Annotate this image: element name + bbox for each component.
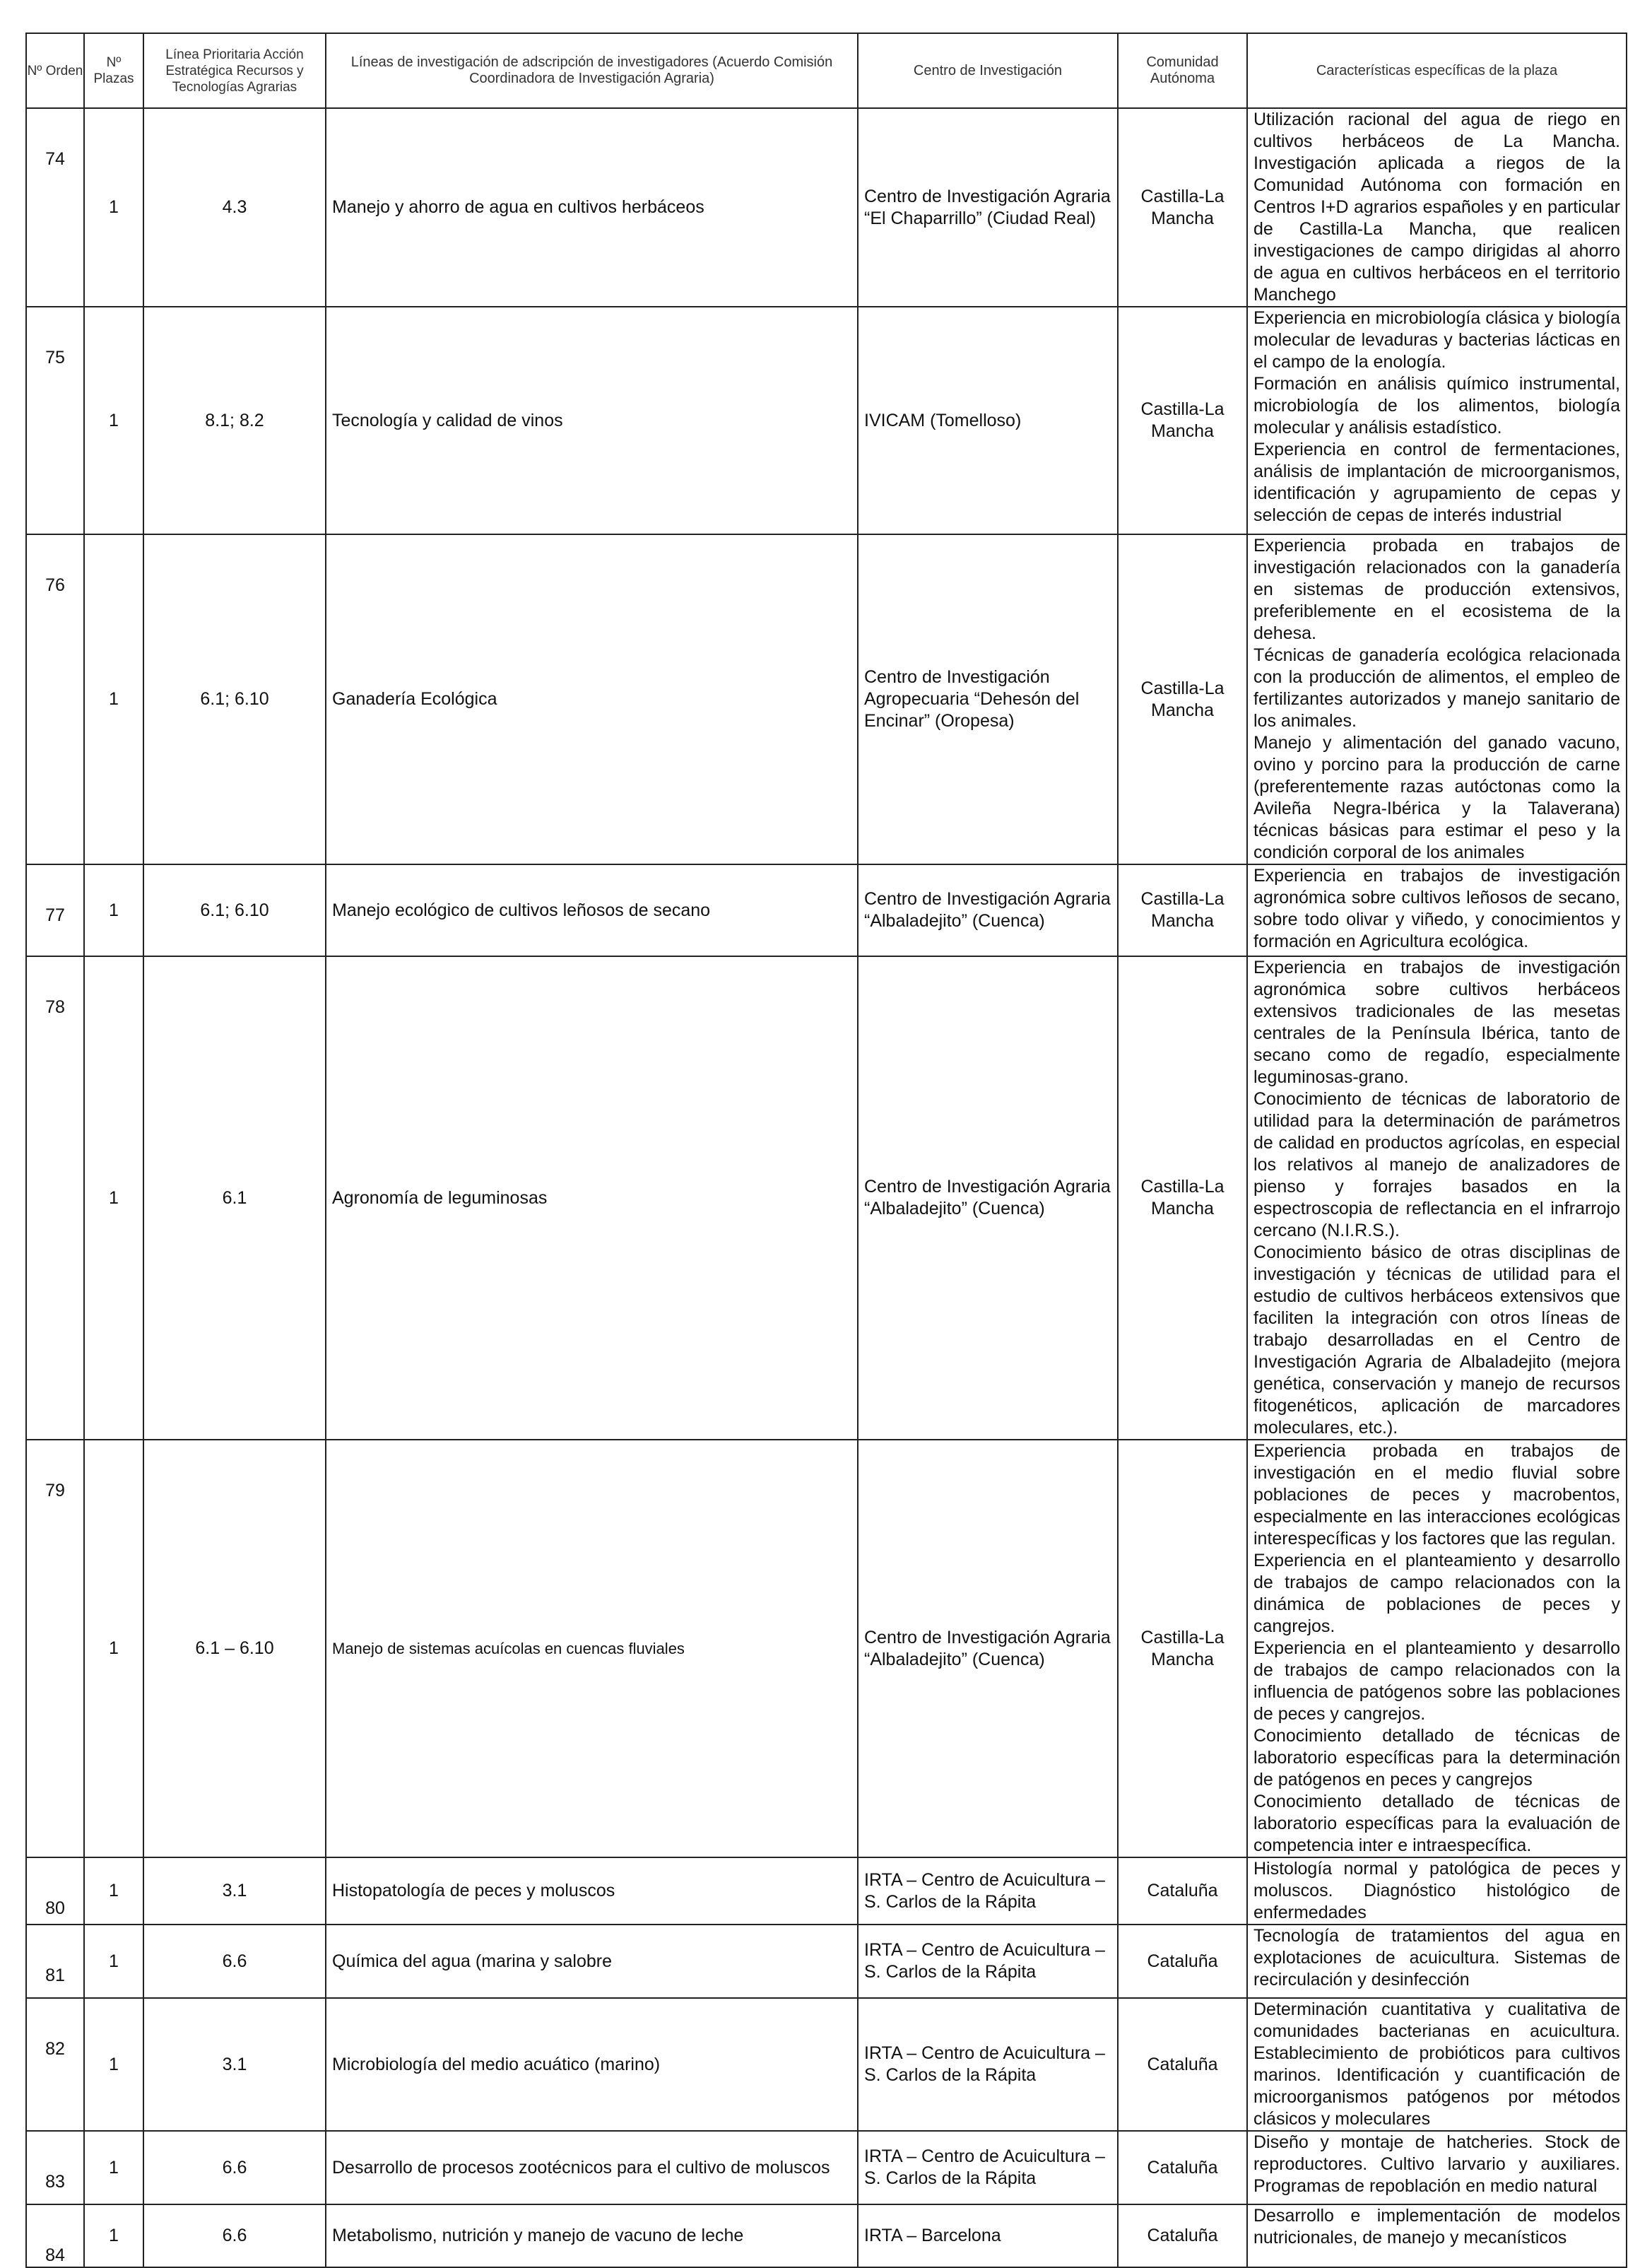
- row-comunidad: Castilla-La Mancha: [1118, 956, 1247, 1440]
- row-caracteristicas: [1247, 1440, 1627, 1857]
- row-plazas: 1: [84, 108, 143, 307]
- caracteristica-paragraph: Experiencia en trabajos de investigación agronómica sobre cultivos leñosos de secano, sobre todo olivar y viñedo, y conocimientos y formación en Agricultura ecológica.: [1253, 866, 1620, 951]
- row-linea: 3.1: [143, 1857, 326, 1925]
- row-caracteristicas: [1247, 2131, 1627, 2204]
- row-plazas: 1: [84, 1857, 143, 1925]
- row-centro: IRTA – Centro de Acuicultura – S. Carlos de la Rápita: [858, 1998, 1118, 2131]
- caracteristica-paragraph: Experiencia probada en trabajos de investigación en el medio fluvial sobre poblaciones de peces y macrobentos, especialmente en las interacciones ecológicas interespecíficas y los factores que las regulan.: [1253, 1441, 1620, 1549]
- row-linea-investigacion: Ganadería Ecológica: [326, 534, 858, 864]
- row-comunidad: Castilla-La Mancha: [1118, 864, 1247, 956]
- plazas-table: [25, 33, 1627, 2268]
- row-linea: 6.6: [143, 1925, 326, 1998]
- header-plazas: Nº Plazas: [84, 33, 143, 108]
- row-centro: IRTA – Centro de Acuicultura – S. Carlos de la Rápita: [858, 1925, 1118, 1998]
- caracteristica-paragraph: Experiencia probada en trabajos de investigación relacionados con la ganadería en sistemas de producción extensivos, preferiblemente en el ecosistema de la dehesa.: [1253, 536, 1620, 643]
- row-linea: 6.6: [143, 2131, 326, 2204]
- row-centro: Centro de Investigación Agraria “Albaladejito” (Cuenca): [858, 864, 1118, 956]
- row-orden: 74: [26, 108, 84, 307]
- caracteristica-paragraph: Conocimiento básico de otras disciplinas de investigación y técnicas de utilidad para el estudio de cultivos herbáceos extensivos que faciliten la integración con otros líneas de trabajo desarrolladas en el Centro de Investigación Agraria de Albaladejito (mejora genética, conservación y manejo de recursos fitogenéticos, aplicación de marcadores moleculares, etc.).: [1253, 1242, 1620, 1438]
- header-linea: Línea Prioritaria Acción Estratégica Recursos y Tecnologías Agrarias: [143, 33, 326, 108]
- row-plazas: 1: [84, 1440, 143, 1857]
- row-linea: 6.1; 6.10: [143, 864, 326, 956]
- caracteristica-paragraph: Formación en análisis químico instrumental, microbiología de los alimentos, biología molecular y análisis estadístico.: [1253, 374, 1620, 437]
- row-plazas: 1: [84, 956, 143, 1440]
- row-linea: 6.1 – 6.10: [143, 1440, 326, 1857]
- row-linea-investigacion: Manejo ecológico de cultivos leñosos de secano: [326, 864, 858, 956]
- row-orden: 75: [26, 307, 84, 534]
- row-orden: 82: [26, 1998, 84, 2131]
- header-caracteristicas: Características específicas de la plaza: [1247, 33, 1627, 108]
- caracteristica-paragraph: Experiencia en control de fermentaciones, análisis de implantación de microorganismos, identificación y agrupamiento de cepas y selección de cepas de interés industrial: [1253, 440, 1620, 525]
- row-comunidad: Cataluña: [1118, 1925, 1247, 1998]
- caracteristica-paragraph: Experiencia en el planteamiento y desarrollo de trabajos de campo relacionados con la dinámica de poblaciones de peces y cangrejos.: [1253, 1551, 1620, 1636]
- row-plazas: 1: [84, 2131, 143, 2204]
- caracteristica-paragraph: Diseño y montaje de hatcheries. Stock de reproductores. Cultivo larvario y auxiliares. Programas de repoblación en medio natural: [1253, 2132, 1620, 2196]
- header-lineas-investigacion: Líneas de investigación de adscripción de investigadores (Acuerdo Comisión Coordinadora de Investigación Agraria): [326, 33, 858, 108]
- row-comunidad: Castilla-La Mancha: [1118, 307, 1247, 534]
- row-plazas: 1: [84, 2204, 143, 2267]
- row-orden: 76: [26, 534, 84, 864]
- row-centro: Centro de Investigación Agropecuaria “Dehesón del Encinar” (Oropesa): [858, 534, 1118, 864]
- caracteristica-paragraph: Determinación cuantitativa y cualitativa de comunidades bacterianas en acuicultura. Establecimiento de probióticos para cultivos marinos. Identificación y cuantificación de microorganismos patógenos por métodos clásicos y moleculares: [1253, 1999, 1620, 2129]
- table-row: [26, 2131, 1627, 2204]
- table-row: [26, 1998, 1627, 2131]
- row-linea: 6.1: [143, 956, 326, 1440]
- row-caracteristicas: [1247, 956, 1627, 1440]
- row-comunidad: Castilla-La Mancha: [1118, 108, 1247, 307]
- header-orden: Nº Orden: [26, 33, 84, 108]
- row-centro: IRTA – Centro de Acuicultura – S. Carlos de la Rápita: [858, 2131, 1118, 2204]
- caracteristica-paragraph: Conocimiento detallado de técnicas de laboratorio específicas para la evaluación de competencia inter e intraespecífica.: [1253, 1792, 1620, 1855]
- row-linea-investigacion: Metabolismo, nutrición y manejo de vacuno de leche: [326, 2204, 858, 2267]
- row-caracteristicas: [1247, 307, 1627, 534]
- row-linea-investigacion: Manejo y ahorro de agua en cultivos herbáceos: [326, 108, 858, 307]
- row-comunidad: Castilla-La Mancha: [1118, 1440, 1247, 1857]
- row-centro: IRTA – Barcelona: [858, 2204, 1118, 2267]
- row-orden: 83: [26, 2131, 84, 2204]
- row-comunidad: Cataluña: [1118, 2204, 1247, 2267]
- row-caracteristicas: [1247, 534, 1627, 864]
- row-orden: 81: [26, 1925, 84, 1998]
- caracteristica-paragraph: Tecnología de tratamientos del agua en explotaciones de acuicultura. Sistemas de recirculación y desinfección: [1253, 1926, 1620, 1990]
- caracteristica-paragraph: Manejo y alimentación del ganado vacuno, ovino y porcino para la producción de carne (preferentemente razas autóctonas como la Avileña Negra-Ibérica y la Talaverana) técnicas básicas para estimar el peso y la condición corporal de los animales: [1253, 733, 1620, 862]
- row-centro: IVICAM (Tomelloso): [858, 307, 1118, 534]
- table-row: [26, 956, 1627, 1440]
- row-linea-investigacion: Histopatología de peces y moluscos: [326, 1857, 858, 1925]
- caracteristica-paragraph: Técnicas de ganadería ecológica relacionada con la producción de alimentos, el empleo de fertilizantes autorizados y manejo sanitario de los animales.: [1253, 645, 1620, 731]
- caracteristica-paragraph: Experiencia en trabajos de investigación agronómica sobre cultivos herbáceos extensivos tradicionales de las mesetas centrales de la Península Ibérica, tanto de secano como de regadío, especialmente leguminosas-grano.: [1253, 958, 1620, 1087]
- row-caracteristicas: [1247, 2204, 1627, 2267]
- row-centro: Centro de Investigación Agraria “Albaladejito” (Cuenca): [858, 1440, 1118, 1857]
- row-linea-investigacion: Agronomía de leguminosas: [326, 956, 858, 1440]
- table-row: [26, 1925, 1627, 1998]
- row-comunidad: Cataluña: [1118, 1857, 1247, 1925]
- row-comunidad: Cataluña: [1118, 2131, 1247, 2204]
- row-linea: 6.1; 6.10: [143, 534, 326, 864]
- row-orden: 80: [26, 1857, 84, 1925]
- row-orden: 77: [26, 864, 84, 956]
- row-linea: 8.1; 8.2: [143, 307, 326, 534]
- table-row: [26, 1857, 1627, 1925]
- row-centro: Centro de Investigación Agraria “Albaladejito” (Cuenca): [858, 956, 1118, 1440]
- table-row: [26, 108, 1627, 307]
- row-linea-investigacion: Manejo de sistemas acuícolas en cuencas fluviales: [326, 1440, 858, 1857]
- row-linea-investigacion: Tecnología y calidad de vinos: [326, 307, 858, 534]
- caracteristica-paragraph: Desarrollo e implementación de modelos nutricionales, de manejo y mecanísticos: [1253, 2206, 1620, 2248]
- row-plazas: 1: [84, 864, 143, 956]
- row-caracteristicas: [1247, 1998, 1627, 2131]
- row-linea: 3.1: [143, 1998, 326, 2131]
- row-caracteristicas: [1247, 108, 1627, 307]
- table-row: [26, 307, 1627, 534]
- row-plazas: 1: [84, 534, 143, 864]
- row-plazas: 1: [84, 1925, 143, 1998]
- table-row: [26, 534, 1627, 864]
- header-comunidad: Comunidad Autónoma: [1118, 33, 1247, 108]
- row-plazas: 1: [84, 1998, 143, 2131]
- row-linea-investigacion: Microbiología del medio acuático (marino): [326, 1998, 858, 2131]
- caracteristica-paragraph: Conocimiento detallado de técnicas de laboratorio específicas para la determinación de patógenos en peces y cangrejos: [1253, 1726, 1620, 1790]
- row-comunidad: Cataluña: [1118, 1998, 1247, 2131]
- table-row: [26, 2204, 1627, 2267]
- row-orden: 78: [26, 956, 84, 1440]
- row-caracteristicas: [1247, 1925, 1627, 1998]
- table-row: [26, 864, 1627, 956]
- row-plazas: 1: [84, 307, 143, 534]
- row-orden: 84: [26, 2204, 84, 2267]
- caracteristica-paragraph: Conocimiento de técnicas de laboratorio de utilidad para la determinación de parámetros de calidad en productos agrícolas, en especial los relativos al manejo de analizadores de pienso y forrajes basados en la espectroscopia de reflectancia en el infrarrojo cercano (N.I.R.S.).: [1253, 1089, 1620, 1240]
- caracteristica-paragraph: Experiencia en microbiología clásica y biología molecular de levaduras y bacterias lácticas en el campo de la enología.: [1253, 308, 1620, 372]
- row-centro: IRTA – Centro de Acuicultura – S. Carlos de la Rápita: [858, 1857, 1118, 1925]
- row-caracteristicas: [1247, 1857, 1627, 1925]
- caracteristica-paragraph: Experiencia en el planteamiento y desarrollo de trabajos de campo relacionados con la influencia de patógenos sobre las poblaciones de peces y cangrejos.: [1253, 1638, 1620, 1724]
- table-row: [26, 1440, 1627, 1857]
- row-linea: 6.6: [143, 2204, 326, 2267]
- row-centro: Centro de Investigación Agraria “El Chaparrillo” (Ciudad Real): [858, 108, 1118, 307]
- header-centro: Centro de Investigación: [858, 33, 1118, 108]
- caracteristica-paragraph: Histología normal y patológica de peces y moluscos. Diagnóstico histológico de enfermedades: [1253, 1859, 1620, 1922]
- caracteristica-paragraph: Utilización racional del agua de riego en cultivos herbáceos de La Mancha. Investigación aplicada a riegos de la Comunidad Autónoma con formación en Centros I+D agrarios españoles y en particular de Castilla-La Mancha, que realicen investigaciones de campo dirigidas al ahorro de agua en cultivos herbáceos en el territorio Manchego: [1253, 110, 1620, 305]
- row-linea-investigacion: Desarrollo de procesos zootécnicos para el cultivo de moluscos: [326, 2131, 858, 2204]
- row-comunidad: Castilla-La Mancha: [1118, 534, 1247, 864]
- row-orden: 79: [26, 1440, 84, 1857]
- row-linea: 4.3: [143, 108, 326, 307]
- row-caracteristicas: [1247, 864, 1627, 956]
- header-row: [26, 33, 1627, 108]
- row-linea-investigacion: Química del agua (marina y salobre: [326, 1925, 858, 1998]
